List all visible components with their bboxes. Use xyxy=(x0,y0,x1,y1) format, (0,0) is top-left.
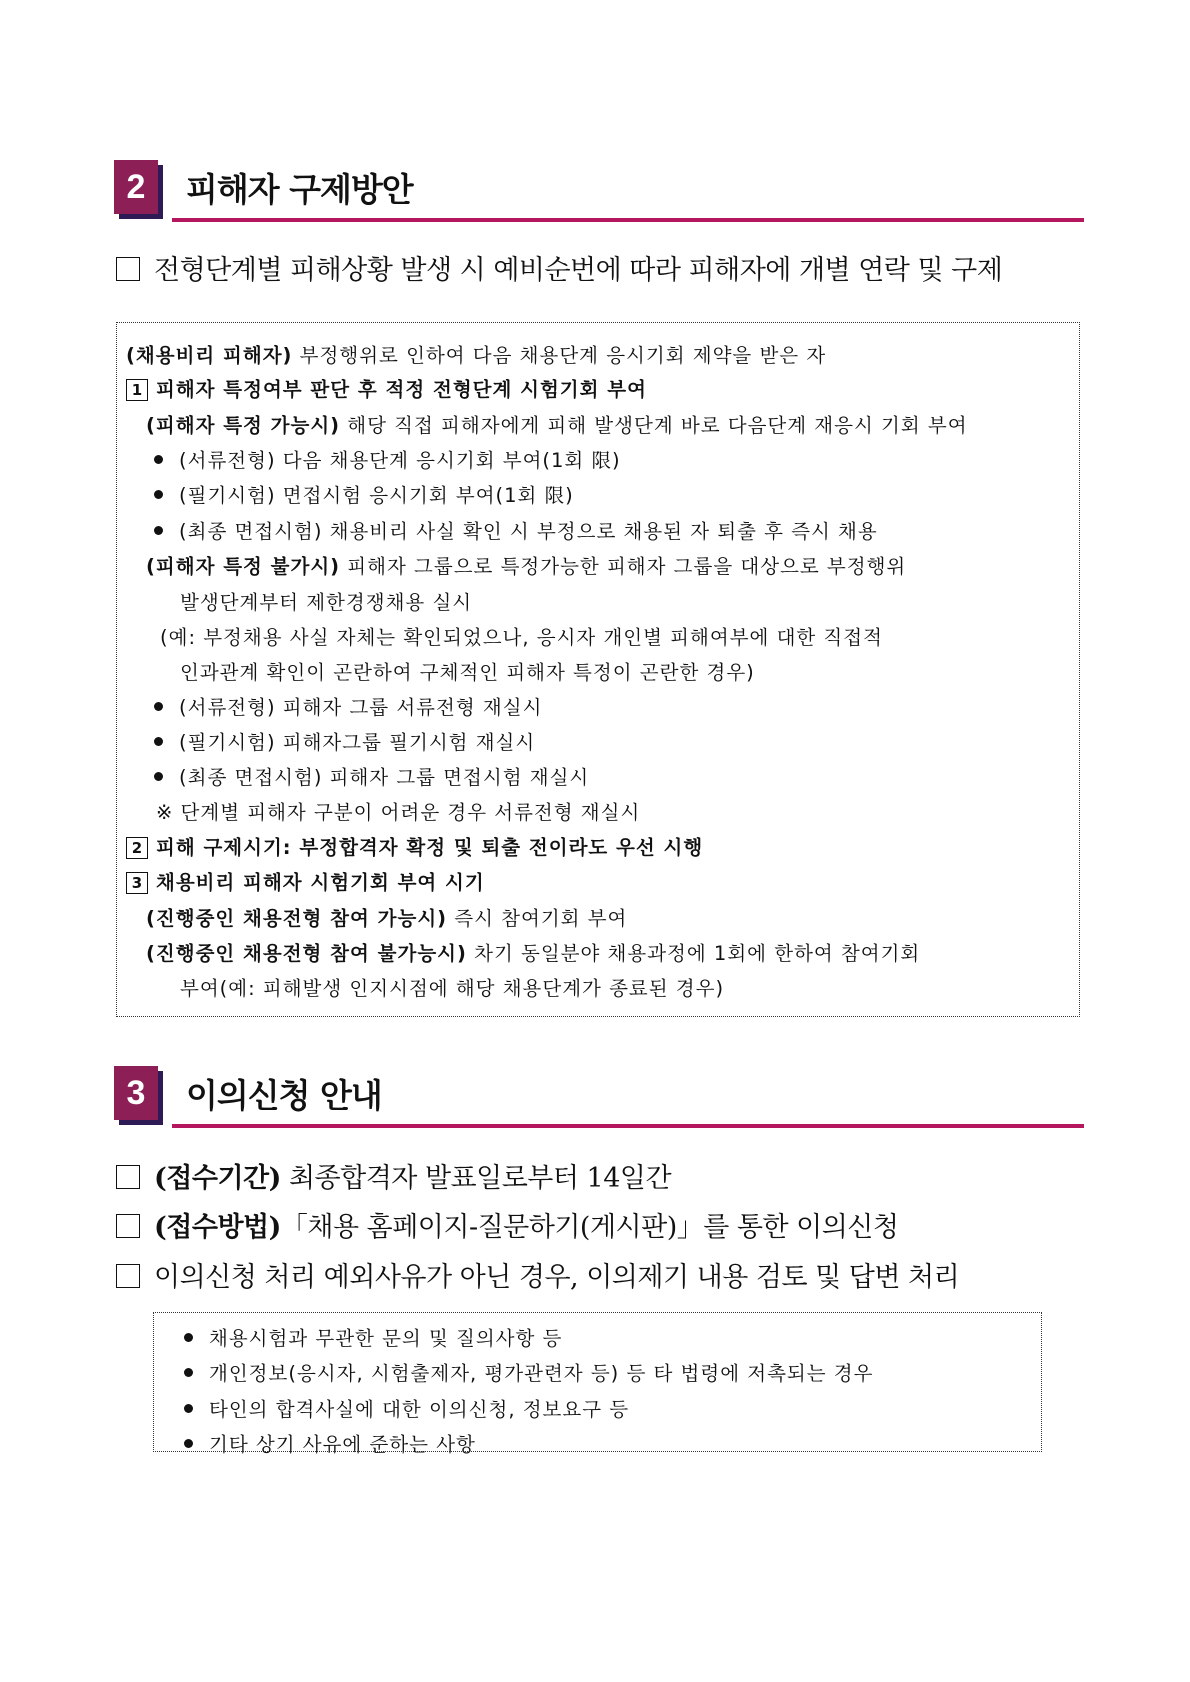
section-2-header xyxy=(114,160,1084,222)
note-line: ※ 단계별 피해자 구분이 어려운 경우 서류전형 재실시 xyxy=(156,801,641,824)
square-bullet-icon xyxy=(116,1214,140,1238)
list-item: (최종 면접시험) 채용비리 사실 확인 시 부정으로 채용된 자 퇴출 후 즉시 채용 xyxy=(154,516,878,544)
bullet-icon xyxy=(154,526,163,535)
box-line: (피해자 특정 불가시) 피해자 그룹으로 특정가능한 피해자 그룹을 대상으로 부정행위 xyxy=(146,555,907,578)
list-item: (최종 면접시험) 피해자 그룹 면접시험 재실시 xyxy=(154,762,589,790)
bullet-icon xyxy=(184,1404,193,1413)
bullet-icon xyxy=(184,1333,193,1342)
numbered-item-1: 1 피해자 특정여부 판단 후 적정 전형단계 시험기회 부여 xyxy=(126,374,647,402)
square-bullet-icon xyxy=(116,257,140,281)
section-divider xyxy=(172,218,1084,222)
list-item: 개인정보(응시자, 시험출제자, 평가관련자 등) 등 타 법령에 저촉되는 경우 xyxy=(184,1358,873,1386)
section-divider xyxy=(172,1124,1084,1128)
list-item: 채용시험과 무관한 문의 및 질의사항 등 xyxy=(184,1323,562,1351)
box-line: (피해자 특정 가능시) 해당 직접 피해자에게 피해 발생단계 바로 다음단계 재응시 기회 부여 xyxy=(146,414,968,437)
number-box-icon: 3 xyxy=(126,872,148,894)
box-line: (채용비리 피해자) 부정행위로 인하여 다음 채용단계 응시기회 제약을 받은 자 xyxy=(126,344,827,367)
example-line: (예: 부정채용 사실 자체는 확인되었으나, 응시자 개인별 피해여부에 대한 직접적 xyxy=(160,626,883,649)
box-line: (진행중인 채용전형 참여 가능시) 즉시 참여기회 부여 xyxy=(146,907,628,930)
example-line: 인과관계 확인이 곤란하여 구체적인 피해자 특정이 곤란한 경우) xyxy=(180,661,755,684)
section-number-badge: 2 xyxy=(114,160,158,214)
list-item: (서류전형) 피해자 그룹 서류전형 재실시 xyxy=(154,692,542,720)
section-number-badge: 3 xyxy=(114,1066,158,1120)
section-3-header xyxy=(114,1066,1084,1128)
box-line: 부여(예: 피해발생 인지시점에 해당 채용단계가 종료된 경우) xyxy=(180,977,725,1000)
square-bullet-icon xyxy=(116,1264,140,1288)
bullet-icon xyxy=(154,455,163,464)
box-line: (진행중인 채용전형 참여 불가능시) 차기 동일분야 채용과정에 1회에 한하여 참여기회 xyxy=(146,942,921,965)
square-bullet-icon xyxy=(116,1165,140,1189)
appeal-period-line: (접수기간) 최종합격자 발표일로부터 14일간 xyxy=(116,1156,1090,1195)
bullet-icon xyxy=(154,772,163,781)
numbered-item-2: 2 피해 구제시기: 부정합격자 확정 및 퇴출 전이라도 우선 시행 xyxy=(126,832,703,860)
section-title: 이의신청 안내 xyxy=(186,1076,382,1115)
list-item: 기타 상기 사유에 준하는 사항 xyxy=(184,1429,476,1457)
lead-line xyxy=(116,248,1090,287)
appeal-processing-line: 이의신청 처리 예외사유가 아닌 경우, 이의제기 내용 검토 및 답변 처리 xyxy=(116,1255,1090,1294)
bullet-icon xyxy=(154,737,163,746)
lead-text: 전형단계별 피해상황 발생 시 예비순번에 따라 피해자에 개별 연락 및 구제 xyxy=(154,255,1003,286)
section-title: 피해자 구제방안 xyxy=(186,170,413,209)
bullet-icon xyxy=(184,1439,193,1448)
bullet-icon xyxy=(184,1368,193,1377)
list-item: (서류전형) 다음 채용단계 응시기회 부여(1회 限) xyxy=(154,445,621,473)
numbered-item-3: 3 채용비리 피해자 시험기회 부여 시기 xyxy=(126,867,485,895)
bullet-icon xyxy=(154,490,163,499)
number-box-icon: 1 xyxy=(126,379,148,401)
number-box-icon: 2 xyxy=(126,837,148,859)
list-item: (필기시험) 면접시험 응시기회 부여(1회 限) xyxy=(154,480,574,508)
bullet-icon xyxy=(154,702,163,711)
list-item: 타인의 합격사실에 대한 이의신청, 정보요구 등 xyxy=(184,1394,629,1422)
box-line: 발생단계부터 제한경쟁채용 실시 xyxy=(180,591,473,614)
appeal-method-line: (접수방법)「채용 홈페이지-질문하기(게시판)」를 통한 이의신청 xyxy=(116,1205,1090,1244)
list-item: (필기시험) 피해자그룹 필기시험 재실시 xyxy=(154,727,535,755)
